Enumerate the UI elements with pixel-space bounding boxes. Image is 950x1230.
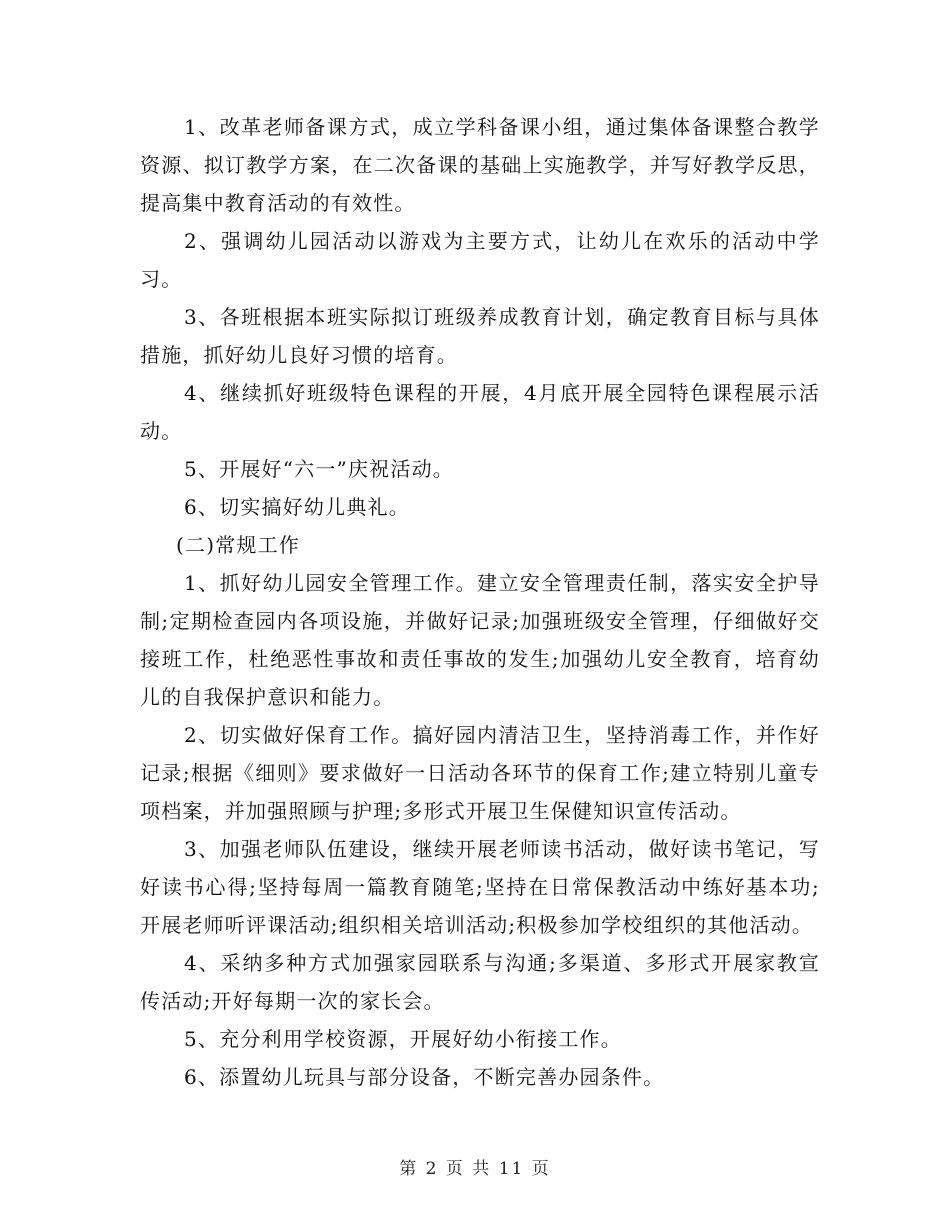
paragraph-1: 1、改革老师备课方式，成立学科备课小组，通过集体备课整合教学资源、拟订教学方案，在二次备课的基础上实施教学，并写好教学反思，提高集中教育活动的有效性。 bbox=[140, 115, 820, 215]
paragraph-5: 5、开展好“六一”庆祝活动。 bbox=[184, 457, 454, 481]
paragraph-routine-2: 2、切实做好保育工作。搞好园内清洁卫生，坚持消毒工作，并作好记录;根据《细则》要求做好一日活动各环节的保育工作;建立特别儿童专项档案，并加强照顾与护理;多形式开展卫生保健知识宣传活动。 bbox=[140, 723, 820, 823]
section-heading-routine-work: (二)常规工作 bbox=[176, 533, 301, 557]
paragraph-2: 2、强调幼儿园活动以游戏为主要方式，让幼儿在欢乐的活动中学习。 bbox=[140, 229, 820, 291]
paragraph-routine-1: 1、抓好幼儿园安全管理工作。建立安全管理责任制，落实安全护导制;定期检查园内各项设施，并做好记录;加强班级安全管理，仔细做好交接班工作，杜绝恶性事故和责任事故的发生;加强幼儿安全教育，培育幼儿的自我保护意识和能力。 bbox=[140, 571, 820, 709]
paragraph-3: 3、各班根据本班实际拟订班级养成教育计划，确定教育目标与具体措施，抓好幼儿良好习惯的培育。 bbox=[140, 305, 820, 367]
page-number-footer: 第 2 页 共 11 页 bbox=[399, 1159, 551, 1179]
paragraph-routine-3: 3、加强老师队伍建设，继续开展老师读书活动，做好读书笔记，写好读书心得;坚持每周一篇教育随笔;坚持在日常保教活动中练好基本功;开展老师听评课活动;组织相关培训活动;积极参加学校组织的其他活动。 bbox=[140, 837, 820, 937]
paragraph-6: 6、切实搞好幼儿典礼。 bbox=[184, 495, 410, 519]
paragraph-routine-5: 5、充分利用学校资源，开展好幼小衔接工作。 bbox=[184, 1027, 622, 1051]
paragraph-routine-6: 6、添置幼儿玩具与部分设备，不断完善办园条件。 bbox=[184, 1065, 665, 1089]
paragraph-4: 4、继续抓好班级特色课程的开展，4月底开展全园特色课程展示活动。 bbox=[140, 381, 820, 443]
paragraph-routine-4: 4、采纳多种方式加强家园联系与沟通;多渠道、多形式开展家教宣传活动;开好每期一次的家长会。 bbox=[140, 951, 820, 1013]
